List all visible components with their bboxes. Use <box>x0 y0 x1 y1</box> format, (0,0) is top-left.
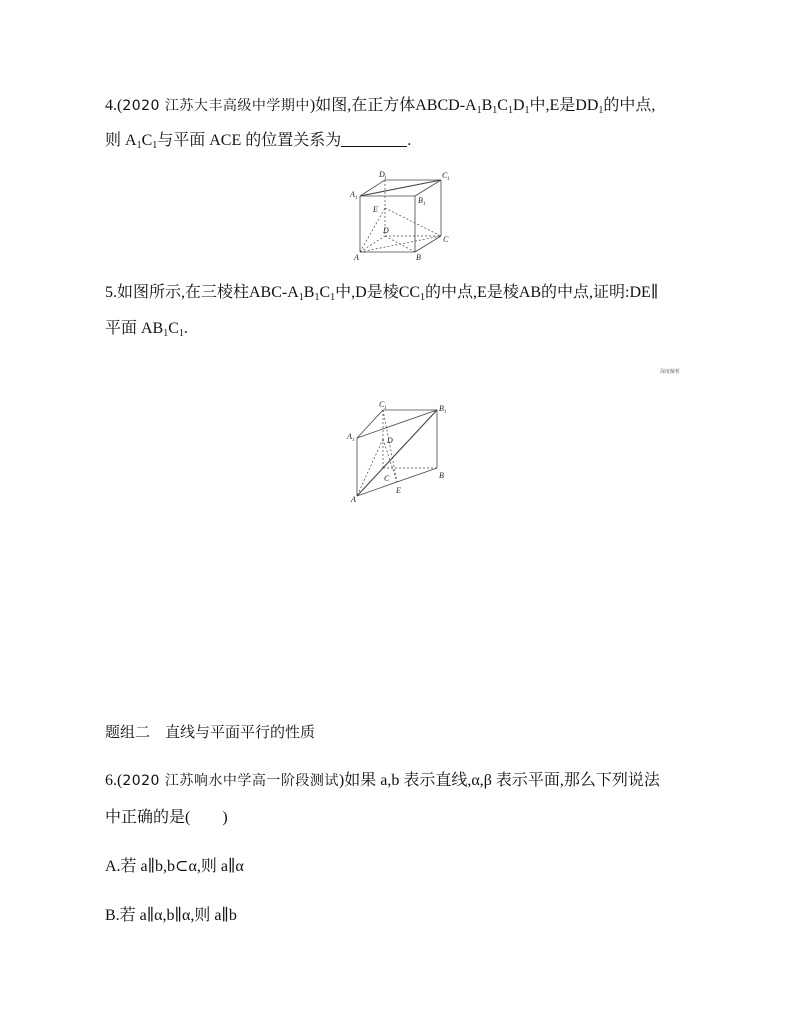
svg-text:1: 1 <box>355 196 358 201</box>
analysis-tag[interactable]: 深度解析 <box>660 369 681 375</box>
label-B1: B <box>439 404 444 413</box>
label-C1: C <box>379 400 385 409</box>
label-A: A <box>354 253 359 262</box>
q6-option-b[interactable]: B.若 a∥α,b∥α,则 a∥b <box>105 907 237 924</box>
svg-text:1: 1 <box>447 177 450 182</box>
label-B1: B <box>418 196 423 205</box>
label-D: D <box>383 226 389 235</box>
label-C1: C <box>442 171 448 180</box>
q6-line2: 中正确的是( ) <box>105 809 228 826</box>
label-A1: A <box>347 432 352 441</box>
label-C: C <box>443 235 449 244</box>
q6-line1: 6.(2020 江苏响水中学高一阶段测试)如果 a,b 表示直线,α,β 表示平面,那么下列说法 <box>105 772 660 789</box>
label-E: E <box>373 205 378 214</box>
section-title: 题组二 直线与平面平行的性质 <box>105 723 316 741</box>
q4-line1: 4.(2020 江苏大丰高级中学期中)如图,在正方体ABCD-$A_1B_1C_1D_1$中,E是$DD_1$的中点, <box>105 97 656 116</box>
label-A: A <box>351 495 356 504</box>
q5-line1: 5.如图所示,在三棱柱ABC-$A_1B_1C_1$中,D是棱$CC_1$的中点,E是棱AB的中点,证明:DE∥ <box>105 284 659 303</box>
svg-text:1: 1 <box>384 406 387 411</box>
svg-text:1: 1 <box>444 410 447 415</box>
label-D: D <box>387 436 393 445</box>
svg-text:1: 1 <box>423 202 426 207</box>
label-A1: A <box>350 190 355 199</box>
label-E: E <box>396 486 401 495</box>
q6-option-a[interactable]: A.若 a∥b,b⊂α,则 a∥α <box>105 858 244 875</box>
svg-text:1: 1 <box>384 176 387 181</box>
label-C: C <box>384 474 390 483</box>
q4-line2: 则 $A_1C_1$与平面 ACE 的位置关系为 . <box>105 132 412 151</box>
svg-text:1: 1 <box>352 438 355 443</box>
q4-source: 2020 江苏大丰高级中学期中 <box>122 98 310 114</box>
label-B: B <box>439 471 444 480</box>
q6-source: 2020 江苏响水中学高一阶段测试 <box>122 773 339 789</box>
q4-number: 4.( <box>105 97 123 114</box>
answer-blank[interactable] <box>341 132 407 147</box>
label-D1: D <box>379 170 385 179</box>
cube-figure <box>345 166 455 266</box>
prism-figure <box>345 396 460 506</box>
q5-line2: 平面 $AB_1C_1$. <box>105 320 188 339</box>
label-B: B <box>416 253 421 262</box>
